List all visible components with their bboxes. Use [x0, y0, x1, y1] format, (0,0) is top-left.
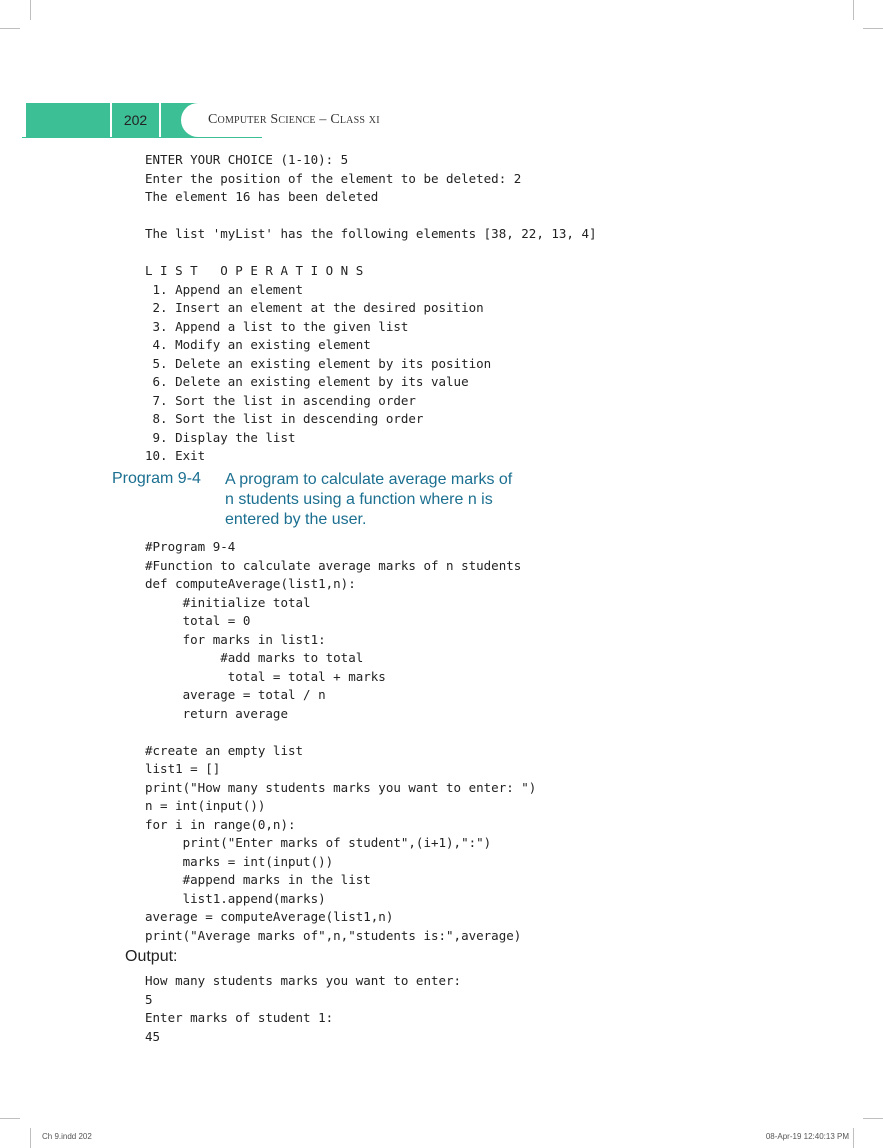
running-header-title: Computer Science – Class xi [208, 112, 380, 127]
crop-mark [30, 0, 31, 20]
crop-mark [0, 1118, 20, 1119]
crop-mark [853, 1128, 854, 1148]
code-output-block: ENTER YOUR CHOICE (1-10): 5 Enter the position of the element to be deleted: 2 The element 16 has been deleted The list 'myList' has the following elements [38, 22, 13, 4] L I S T O P E R A T I O N S 1. Append an element 2. Insert an element at the desired position 3. Append a list to the given list 4. Modify an existing element 5. Delete an existing element by its position 6. Delete an existing element by its value 7. Sort the list in ascending order 8. Sort the list in descending order 9. Display the list 10. Exit [145, 152, 597, 463]
header-rule [22, 137, 262, 138]
program-label: Program 9-4 [112, 470, 201, 487]
crop-mark [853, 0, 854, 20]
output-label: Output: [125, 948, 178, 965]
program-title: A program to calculate average marks of n students using a function where n is entered by the user. [225, 471, 513, 528]
footer-timestamp: 08-Apr-19 12:40:13 PM [765, 1132, 849, 1141]
footer-file-info: Ch 9.indd 202 [42, 1132, 92, 1141]
crop-mark [863, 1118, 883, 1119]
output-code-block: How many students marks you want to enter: 5 Enter marks of student 1: 45 [145, 973, 462, 1044]
page-number: 202 [112, 103, 159, 137]
crop-mark [863, 28, 883, 29]
program-code-block: #Program 9-4 #Function to calculate average marks of n students def computeAverage(list1,n): #initialize total total = 0 for marks in list1: #add marks to total total = total + marks average = total / n return average #create an empty list list1 = [] print("How many students marks you want to enter: ") n = int(input()) for i in range(0,n): print("Enter marks of student",(i+1),":") marks = int(input()) #append marks in the list list1.append(marks) average = computeAverage(list1,n) print("Average marks of",n,"students is:",average) [145, 539, 537, 943]
crop-mark [0, 28, 20, 29]
header-divider [110, 103, 112, 137]
header-divider [159, 103, 161, 137]
crop-mark [30, 1128, 31, 1148]
